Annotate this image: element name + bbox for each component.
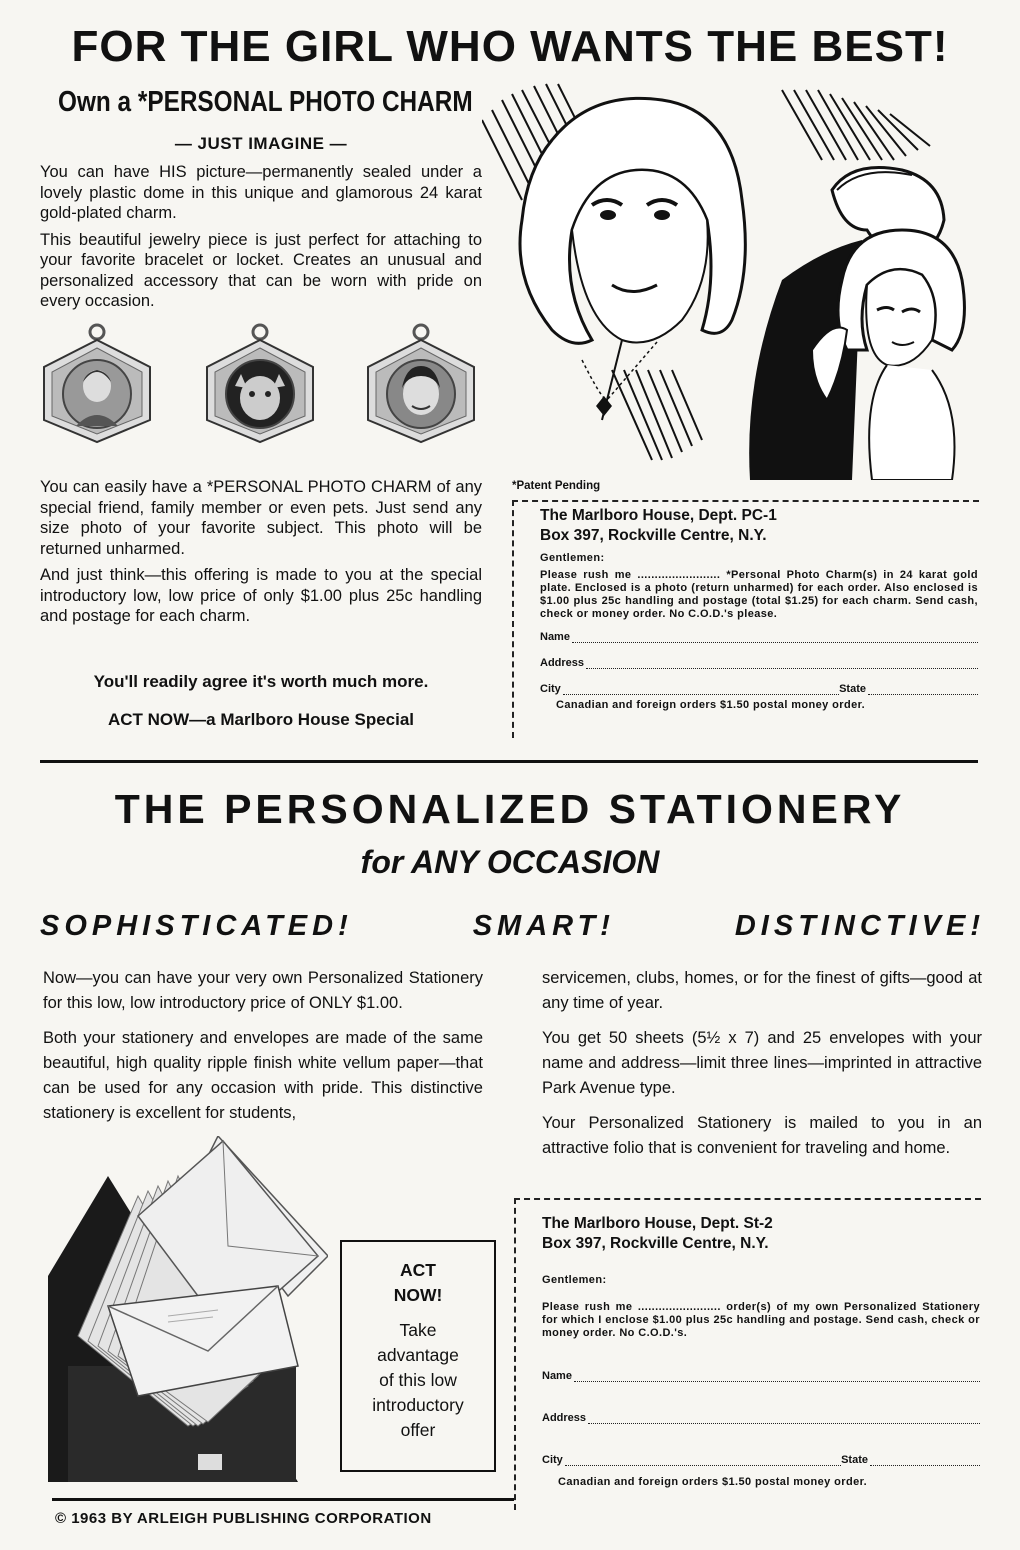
foreign-orders-note: Canadian and foreign orders $1.50 postal money order.	[556, 699, 866, 711]
stationery-right-paragraph-1: servicemen, clubs, homes, or for the finest of gifts—good at any time of year.	[542, 969, 982, 1012]
coupon-greeting: Gentlemen:	[540, 552, 605, 564]
stationery-city-state-field[interactable]	[542, 1454, 980, 1466]
offer-paragraph-1: You can easily have a *PERSONAL PHOTO CHARM of any special friend, family member or even pets. Just send any size photo of your favorite subject. This photo will be returned unharmed.	[40, 478, 482, 558]
stationery-name-field[interactable]	[542, 1370, 980, 1382]
state-label: State	[839, 683, 866, 695]
stationery-name-label: Name	[542, 1370, 572, 1382]
name-label: Name	[540, 631, 570, 643]
couple-illustration	[482, 80, 982, 480]
coupon-order-text: Please rush me ........................ *Personal Photo Charm(s) in 24 karat gold plate. Enclosed is a photo (return unharmed) for each order. Also enclosed is $1.00 plus 25c handling and postage (total $1.25) for each charm. Send cash, check or money order. No C.O.D.'s please.	[540, 569, 978, 620]
act-box-line-3: Take	[399, 1320, 437, 1340]
footer-rule	[52, 1498, 514, 1501]
act-box-line-5: of this low	[379, 1370, 457, 1390]
section-divider	[40, 760, 978, 763]
photo-charm-image	[38, 322, 156, 444]
act-box-line-1: ACT	[400, 1260, 436, 1280]
stationery-headline: THE PERSONALIZED STATIONERY	[114, 786, 906, 832]
stationery-photo	[48, 1136, 328, 1482]
city-label: City	[540, 683, 561, 695]
copyright-notice: © 1963 BY ARLEIGH PUBLISHING CORPORATION	[55, 1510, 432, 1527]
tagline-3: DISTINCTIVE!	[734, 910, 985, 942]
top-headline: FOR THE GIRL WHO WANTS THE BEST!	[71, 22, 949, 71]
stationery-city-label: City	[542, 1454, 563, 1466]
stationery-order-coupon	[514, 1198, 981, 1510]
patent-note: *Patent Pending	[512, 480, 601, 492]
stationery-coupon-greeting: Gentlemen:	[542, 1274, 607, 1286]
act-box-line-6: introductory	[372, 1395, 464, 1415]
stationery-left-paragraph-2: Both your stationery and envelopes are made of the same beautiful, high quality ripple finish white vellum paper—that can be used for any occasion with pride. This distinctive stationery is excellent for students,	[43, 1029, 483, 1122]
act-box-line-2: NOW!	[393, 1285, 443, 1305]
charm-order-coupon	[512, 500, 979, 738]
city-state-field[interactable]	[540, 683, 978, 695]
address-field[interactable]	[540, 657, 978, 669]
stationery-right-paragraph-2: You get 50 sheets (5½ x 7) and 25 envelopes with your name and address—limit three lines—imprinted in attractive Park Avenue type.	[542, 1029, 982, 1097]
coupon-address-line-2: Box 397, Rockville Centre, N.Y.	[540, 527, 767, 544]
tagline	[40, 910, 985, 943]
just-imagine-heading: — JUST IMAGINE —	[174, 134, 348, 153]
offer-paragraph-2: And just think—this offering is made to you at the special introductory low, low price of only $1.00 plus 25c handling and postage for each charm.	[40, 566, 482, 625]
stationery-state-label: State	[841, 1454, 868, 1466]
act-box-line-4: advantage	[377, 1345, 459, 1365]
coupon-address-line-1: The Marlboro House, Dept. PC-1	[540, 507, 777, 524]
worth-line: You'll readily agree it's worth much more.	[93, 672, 429, 691]
stationery-address-field[interactable]	[542, 1412, 980, 1424]
boy-charm-image	[362, 322, 480, 444]
stationery-subhead: for ANY OCCASION	[360, 844, 660, 880]
stationery-right-text	[542, 966, 982, 1171]
name-field[interactable]	[540, 631, 978, 643]
pet-charm-image	[201, 322, 319, 444]
stationery-left-text	[43, 966, 483, 1136]
act-box-line-7: offer	[400, 1420, 436, 1440]
intro-paragraph-2: This beautiful jewelry piece is just perfect for attaching to your favorite bracelet or locket. Creates an unusual and personalized accessory that can be worn with pride on every occasion.	[40, 230, 482, 310]
stationery-right-paragraph-3: Your Personalized Stationery is mailed to you in an attractive folio that is convenient for traveling and home.	[542, 1114, 982, 1157]
tagline-2: SMART!	[472, 910, 615, 942]
stationery-left-paragraph-1: Now—you can have your very own Personalized Stationery for this low, low introductory price of ONLY $1.00.	[43, 969, 483, 1012]
act-now-line: ACT NOW—a Marlboro House Special	[107, 710, 415, 729]
intro-paragraph-1: You can have HIS picture—permanently sealed under a lovely plastic dome in this unique and glamorous 24 karat gold-plated charm.	[40, 163, 482, 222]
stationery-coupon-address-line-2: Box 397, Rockville Centre, N.Y.	[542, 1235, 769, 1252]
stationery-coupon-address-line-1: The Marlboro House, Dept. St-2	[542, 1215, 773, 1232]
act-now-box	[340, 1240, 496, 1472]
offer-text	[40, 477, 482, 633]
stationery-foreign-orders-note: Canadian and foreign orders $1.50 postal money order.	[558, 1476, 868, 1488]
tagline-1: SOPHISTICATED!	[40, 910, 353, 942]
stationery-address-label: Address	[542, 1412, 587, 1424]
intro-text	[40, 162, 482, 318]
address-label: Address	[540, 657, 585, 669]
stationery-coupon-order-text: Please rush me ........................ order(s) of my own Personalized Stationery for which I enclose $1.00 plus 25c handling and postage. Send cash, check or money order. No C.O.D.'s.	[542, 1301, 980, 1339]
top-subhead: Own a *PERSONAL PHOTO CHARM	[58, 86, 473, 118]
